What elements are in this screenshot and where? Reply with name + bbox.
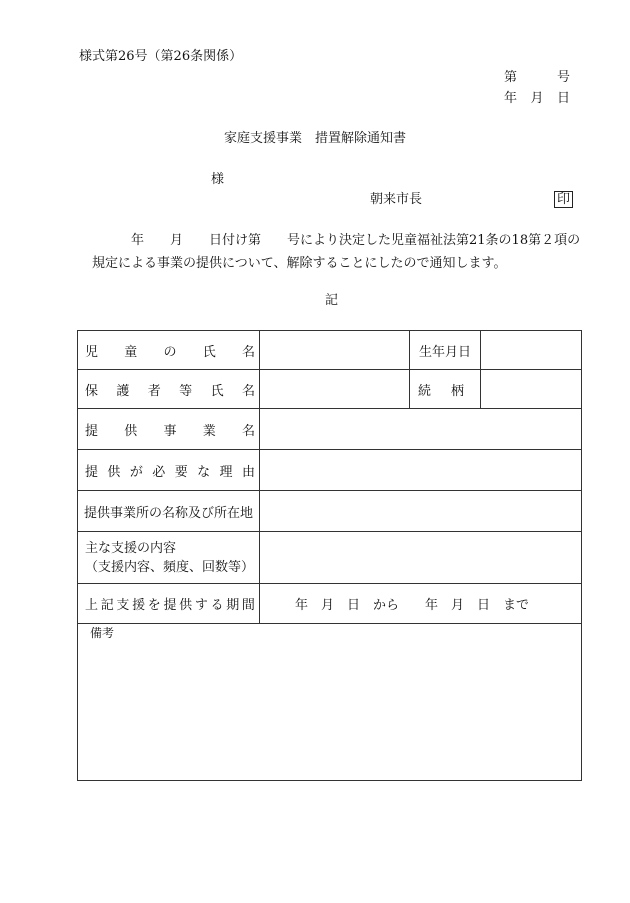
birthdate-label: 生年月日 — [418, 344, 471, 360]
label-char: 期 — [226, 598, 240, 613]
column-divider — [259, 330, 260, 624]
issuer-name: 朝来市長 — [370, 192, 423, 207]
label-char: 記 — [100, 598, 114, 613]
service-label — [85, 409, 255, 449]
document-date — [504, 91, 570, 107]
label-char: の — [163, 344, 177, 360]
label-char: す — [194, 598, 208, 613]
child-name-label — [85, 331, 255, 369]
label-char: 名 — [241, 423, 255, 439]
reason-label — [85, 450, 255, 490]
label-char: 由 — [241, 464, 255, 480]
label-char: 等 — [179, 383, 193, 399]
label-char: 氏 — [210, 383, 224, 399]
label-char: 児 — [85, 344, 99, 360]
label-char: を — [147, 598, 161, 613]
body-line-1: 年 月 日付け第 号により決定した児童福祉法第21条の18第２項の — [131, 233, 581, 248]
row-divider — [77, 623, 582, 624]
label-char: 提 — [85, 423, 99, 439]
label-char: 援 — [132, 598, 146, 613]
label-char: 理 — [219, 464, 233, 480]
ki-heading: 記 — [325, 293, 339, 308]
label-char: 提 — [85, 464, 99, 480]
support-period-value: 年 月 日 から 年 月 日 まで — [295, 598, 530, 613]
label-char: 要 — [174, 464, 188, 480]
column-divider — [480, 330, 481, 409]
label-char: な — [197, 464, 211, 480]
support-content-label-line1: 主な支援の内容 — [85, 540, 177, 556]
facility-label: 提供事業所の名称及び所在地 — [84, 505, 254, 521]
label-char: 支 — [116, 598, 130, 613]
label-char: 供 — [124, 423, 138, 439]
label-char: 事 — [163, 423, 177, 439]
support-content-label-line2: （支援内容、頻度、回数等） — [85, 559, 255, 575]
document-number-go: 号 — [556, 70, 570, 85]
label-char: 保 — [85, 383, 99, 399]
label-char: 柄 — [450, 383, 464, 399]
recipient-suffix: 様 — [211, 172, 225, 187]
body-line-2: 規定による事業の提供について、解除することにしたので通知します。 — [92, 256, 507, 271]
table-border-bottom — [77, 780, 582, 781]
support-content-label — [85, 532, 255, 583]
document-date-day: 日 — [556, 91, 570, 106]
label-char: 業 — [202, 423, 216, 439]
guardian-label — [85, 370, 255, 408]
label-char: が — [129, 464, 143, 480]
label-char: 供 — [179, 598, 193, 613]
label-char: 上 — [85, 598, 99, 613]
document-number-dai: 第 — [504, 70, 518, 85]
label-char: 氏 — [202, 344, 216, 360]
label-char: 間 — [241, 598, 255, 613]
label-char: 必 — [152, 464, 166, 480]
seal-mark: 印 — [554, 191, 573, 208]
remarks-label: 備考 — [90, 626, 115, 640]
label-char: 続 — [418, 383, 432, 399]
label-char: る — [210, 598, 224, 613]
support-period-label — [85, 584, 255, 623]
document-date-year: 年 — [504, 91, 518, 106]
table-border-left — [77, 330, 78, 781]
form-number: 様式第26号（第26条関係） — [79, 49, 243, 64]
document-date-month: 月 — [530, 91, 544, 106]
label-char: 者 — [147, 383, 161, 399]
document-number — [504, 70, 570, 86]
table-border-right — [581, 330, 582, 781]
label-char: 名 — [241, 344, 255, 360]
label-char: 名 — [241, 383, 255, 399]
label-char: 供 — [107, 464, 121, 480]
label-char: 童 — [124, 344, 138, 360]
document-title: 家庭支援事業 措置解除通知書 — [223, 131, 406, 146]
relation-label — [418, 370, 464, 408]
label-char: 護 — [116, 383, 130, 399]
label-char: 提 — [163, 598, 177, 613]
